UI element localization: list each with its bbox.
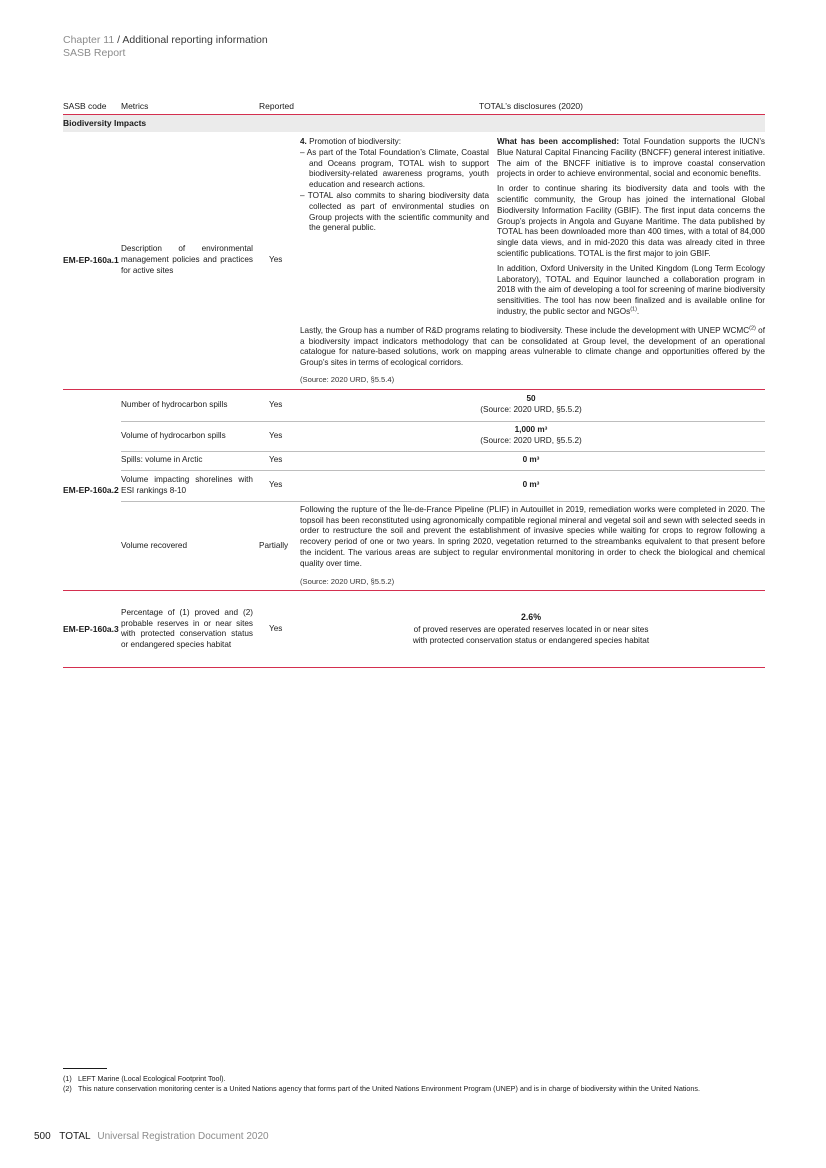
sasb-code: EM-EP-160a.3	[63, 591, 121, 668]
reported-value: Yes	[259, 132, 297, 389]
metric-description: Number of hydrocarbon spills	[121, 389, 259, 421]
col-sasb-code: SASB code	[63, 99, 121, 115]
disclosure-value	[297, 389, 765, 421]
metric-description: Volume impacting shorelines with ESI rankings 8-10	[121, 470, 259, 501]
footnote-item	[63, 1074, 765, 1084]
gbif-paragraph: In order to continue sharing its biodiversity data and tools with the scientific community, the Group has joined the international Global Biodiversity Information Facility (GBIF). The first input data concerns the Group’s projects in Angola and Guyane Maritime. The data published by TOTAL has been downloaded more than 400 times, with a total of 84,000 single data views, and in mid-2020 this data was already cited in three scientific publications. TOTAL is the first major to join GBIF.	[497, 184, 765, 258]
page-number: 500	[34, 1131, 51, 1142]
chapter-label: Chapter 11	[63, 34, 115, 46]
col-disclosures: TOTAL’s disclosures (2020)	[297, 99, 765, 115]
reserves-percentage: 2.6%	[520, 612, 542, 623]
disclosure-value	[297, 421, 765, 451]
table-row	[63, 451, 765, 470]
footnotes	[63, 1074, 765, 1094]
metric-description: Description of environmental management policies and practices for active sites	[121, 132, 259, 389]
accomplished-block	[494, 132, 765, 320]
footer-document: Universal Registration Document 2020	[97, 1131, 269, 1142]
recovery-text: Following the rupture of the Île-de-France Pipeline (PLIF) in Autouillet in 2019, remediation works were completed in 2020. The topsoil has been reconstituted using agronomically compatible regional mineral and vegetal soil and sewn with selected seeds in order to restructure the soil and prevent the establishment of invasive species while waiting for crops to regrow following a recovery period of one or two years. In spring 2020, vegetation returned to the streambanks equivalent to that present before the incident. The various areas are subject to regular environmental monitoring in order to check the biological and chemical quality over time.	[300, 504, 765, 568]
col-reported: Reported	[259, 99, 297, 115]
heading-text: Promotion of biodiversity:	[309, 137, 402, 146]
source-ref: (Source: 2020 URD, §5.5.2)	[480, 405, 582, 415]
footnote-number: (1)	[63, 1074, 72, 1083]
oxford-paragraph: In addition, Oxford University in the United Kingdom (Long Term Ecology Laboratory), TOTAL and Equinor launched a collaboration program in 2018 with the aim of developing a tool for screening of marine biodiversity sensitivities. The tool has now been finalized and is available online for industry, the public sector and NGOs	[497, 263, 765, 316]
footnote-text: This nature conservation monitoring center is a United Nations agency that forms part of the United Nations Environment Program (UNEP) and is in charge of biodiversity within the United Nations.	[78, 1084, 701, 1093]
footnote-item	[63, 1084, 765, 1094]
col-metrics: Metrics	[121, 99, 259, 115]
metric-description: Volume of hydrocarbon spills	[121, 421, 259, 451]
reported-value: Partially	[259, 501, 297, 591]
footnote-number: (2)	[63, 1084, 72, 1093]
rd-text-b: of a biodiversity impact indicators methodology that can be consolidated at Group level, the development of an operational catalogue for nature-based solutions, work on mapping areas vulnerable to climate change and opportunities offered by the Group’s sites in terms of ecological corridors.	[300, 325, 766, 368]
recovery-disclosure	[297, 501, 765, 591]
reported-value: Yes	[259, 389, 297, 421]
metric-description: Percentage of (1) proved and (2) probable reserves in or near sites with protected conservation status or endangered species habitat	[121, 591, 259, 668]
period: .	[636, 306, 640, 316]
reserves-line-2: with protected conservation status or endangered species habitat	[412, 635, 650, 645]
table-row	[63, 591, 765, 668]
table-row	[63, 389, 765, 421]
reserves-line-1: of proved reserves are operated reserves located in or near sites	[413, 624, 649, 634]
section-row	[63, 115, 765, 133]
accomplished-text: Total Foundation supports the IUCN’s Blue Natural Capital Financing Facility (BNCFF) general interest initiative. The aim of the BNCFF initiative is to improve coastal conservation projects in order to achieve environmental, social and economic benefits.	[497, 137, 765, 179]
page-subtitle: SASB Report	[63, 47, 126, 59]
sasb-code: EM-EP-160a.2	[63, 389, 121, 591]
reported-value: Yes	[259, 591, 297, 668]
arctic-volume: 0 m³	[297, 451, 765, 470]
source-ref: (Source: 2020 URD, §5.5.2)	[480, 436, 582, 446]
table-row	[63, 132, 765, 320]
spill-count: 50	[526, 394, 536, 404]
rd-paragraph	[297, 320, 765, 371]
footnote-ref: (1)	[630, 306, 637, 313]
promotion-block	[297, 132, 494, 320]
rd-text-a: Lastly, the Group has a number of R&D programs relating to biodiversity. These include the development with UNEP WCMC	[300, 325, 750, 335]
sasb-table	[63, 99, 765, 668]
reported-value: Yes	[259, 470, 297, 501]
footnote-ref: (2)	[749, 325, 756, 332]
metric-description: Volume recovered	[121, 501, 259, 591]
disclosure-value	[297, 591, 765, 668]
table-header-row	[63, 99, 765, 115]
list-item: – TOTAL also commits to sharing biodiversity data collected as part of environmental studies on Group projects with the scientific community and the general public.	[300, 190, 489, 233]
source-ref: (Source: 2020 URD, §5.5.2)	[300, 576, 395, 586]
heading-number: 4.	[300, 137, 307, 146]
metric-description: Spills: volume in Arctic	[121, 451, 259, 470]
table-row	[63, 470, 765, 501]
spill-volume: 1,000 m³	[514, 425, 548, 435]
footnote-divider	[63, 1068, 107, 1069]
chapter-title: Additional reporting information	[122, 34, 268, 46]
list-item: – As part of the Total Foundation’s Climate, Coastal and Oceans program, TOTAL wish to support biodiversity-related awareness programs, youth education and research actions.	[300, 147, 489, 190]
reported-value: Yes	[259, 451, 297, 470]
accomplished-label: What has been accomplished:	[497, 137, 620, 146]
table-row	[63, 501, 765, 591]
page-header: Chapter 11 / Additional reporting information SASB Report	[63, 34, 268, 59]
footer-brand: TOTAL	[59, 1131, 91, 1142]
page-footer	[34, 1131, 269, 1142]
sasb-code: EM-EP-160a.1	[63, 132, 121, 389]
table-row	[63, 421, 765, 451]
section-title: Biodiversity Impacts	[63, 115, 765, 133]
reported-value: Yes	[259, 421, 297, 451]
source-ref: (Source: 2020 URD, §5.5.4)	[297, 371, 765, 389]
footnote-text: LEFT Marine (Local Ecological Footprint Tool).	[78, 1074, 226, 1083]
shoreline-volume: 0 m³	[297, 470, 765, 501]
